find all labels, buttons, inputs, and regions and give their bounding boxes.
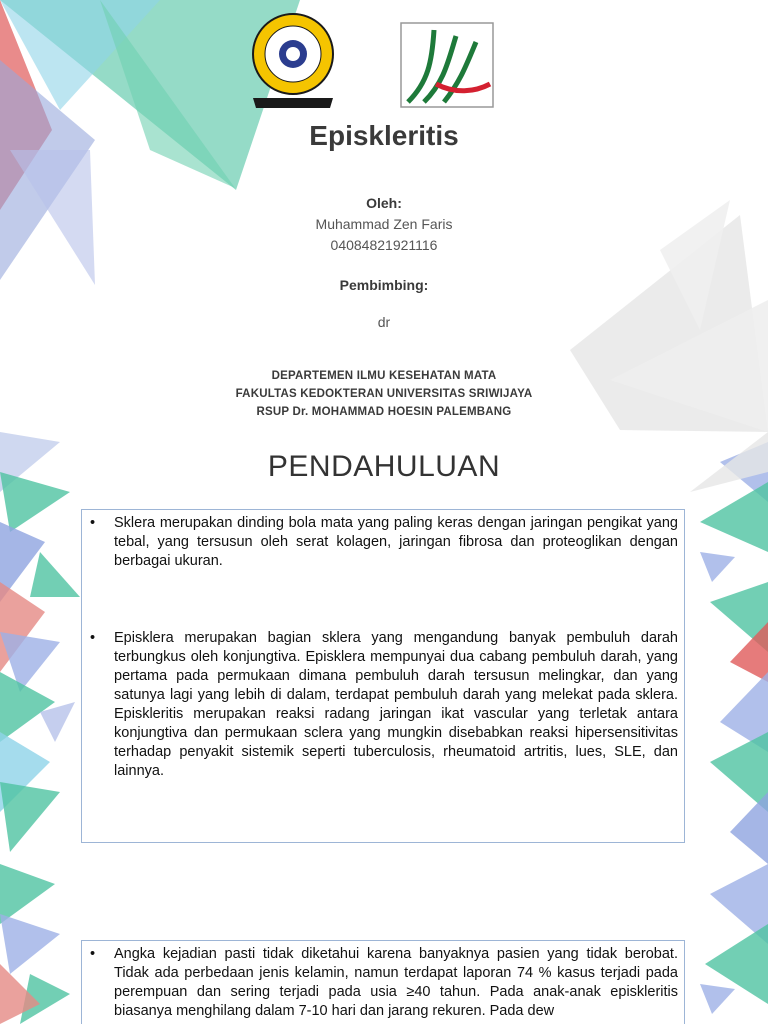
title-slide <box>0 0 768 432</box>
department-line-3: RSUP Dr. MOHAMMAD HOESIN PALEMBANG <box>256 406 512 418</box>
department-line-2: FAKULTAS KEDOKTERAN UNIVERSITAS SRIWIJAYA <box>235 388 533 400</box>
bullet-sklera: • Sklera merupakan dinding bola mata yang paling keras dengan jaringan pengikat yang tebal, yang tersusun oleh serat kolagen, jaringan fibrosa dan proteoglikan dengan berbagai ukuran. <box>114 514 678 571</box>
university-logo <box>248 12 338 110</box>
author-name: Muhammad Zen Faris <box>315 216 453 232</box>
epidemiology-slide <box>0 864 768 1024</box>
content-box-2 <box>81 940 685 1024</box>
advisor-label: Pembimbing: <box>339 277 429 293</box>
section-title: PENDAHULUAN <box>267 450 501 483</box>
advisor-name: dr <box>377 314 391 330</box>
content-box <box>81 509 685 843</box>
author-label: Oleh: <box>366 195 402 211</box>
faculty-logo <box>400 22 494 108</box>
slide-title: Episkleritis <box>309 120 459 151</box>
department-line-1: DEPARTEMEN ILMU KESEHATAN MATA <box>271 370 497 382</box>
bullet-angka-kejadian: • Angka kejadian pasti tidak diketahui karena banyaknya pasien yang tidak berobat. Tidak ada perbedaan jenis kelamin, namun terdapat laporan 74 % kasus terjadi pada perempuan dan sering terjadi pada usia ≥40 tahun. Pada anak-anak episkleritis biasanya menghilang dalam 7-10 hari dan jarang rekuren. Pada dew <box>114 945 678 1021</box>
bullet-episklera: • Episklera merupakan bagian sklera yang mengandung banyak pembuluh darah terbungkus oleh konjungtiva. Episklera mempunyai dua cabang pembuluh darah, yang pertama pada permukaan dimana pembuluh darah tersusun melingkar, dan yang satunya lagi yang lebih di dalam, terdapat pembuluh darah yang melekat pada sklera. Episkleritis merupakan reaksi radang jaringan ikat vascular yang terletak antara konjungtiva dan permukaan sclera yang mungkin disebabkan reaksi hipersensitivitas terhadap penyakit sistemik seperti tuberculosis, rheumatoid artritis, lues, SLE, dan lainnya. <box>114 629 678 781</box>
intro-slide <box>0 432 768 864</box>
author-id: 04084821921116 <box>330 237 438 253</box>
